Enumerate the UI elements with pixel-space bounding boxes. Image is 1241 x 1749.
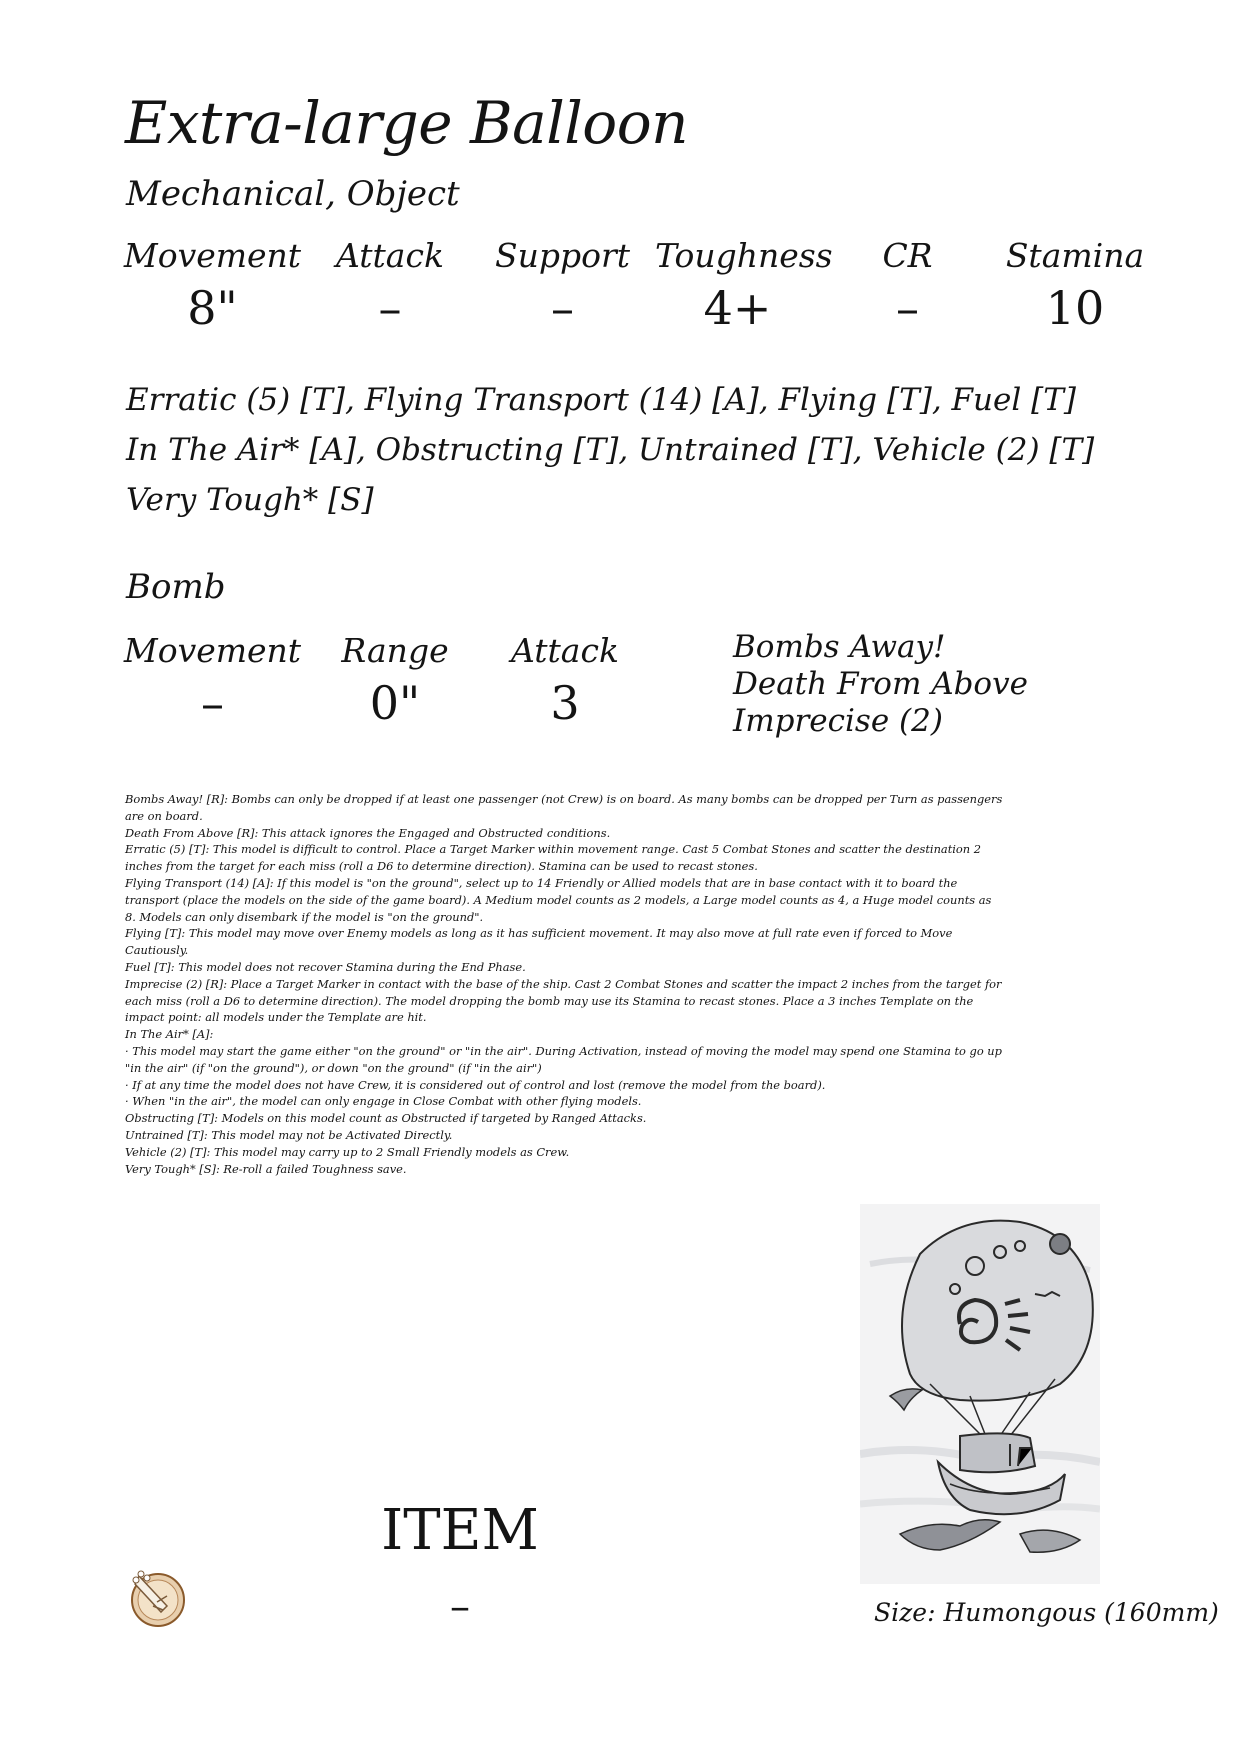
card-subtitle: Mechanical, Object: [126, 174, 460, 214]
stat-value: –: [378, 281, 402, 335]
stat-label: Movement: [123, 631, 302, 670]
rule-entry: Flying [T]: This model may move over Enemy models as long as it has sufficient movement. It may also move at full rate even if forced to Move Cautiously.: [125, 926, 953, 958]
weapon-special-rules: [733, 629, 1028, 740]
stat-movement: [115, 236, 310, 336]
weapon-stat-movement: [115, 631, 310, 731]
rules-text: [125, 791, 1005, 1177]
stat-cr: [820, 236, 995, 336]
stat-value: –: [551, 281, 574, 335]
stat-value: –: [201, 676, 224, 730]
stat-value: –: [896, 281, 919, 335]
stat-label: Stamina: [1005, 236, 1145, 275]
stat-support: [470, 236, 655, 336]
rule-entry: Obstructing [T]: Models on this model count as Obstructed if targeted by Ranged Attacks.: [125, 1111, 647, 1126]
traits-line: In The Air* [A], Obstructing [T], Untrained [T], Vehicle (2) [T]: [126, 432, 1095, 468]
stat-value: 8": [187, 281, 238, 335]
weapon-special-item: Death From Above: [733, 666, 1028, 702]
rule-entry: · When "in the air", the model can only engage in Close Combat with other flying models.: [125, 1094, 642, 1109]
stat-stamina: [995, 236, 1155, 336]
traits-list: [126, 375, 1094, 525]
item-label: ITEM: [381, 1498, 539, 1563]
rule-entry: Erratic (5) [T]: This model is difficult to control. Place a Target Marker within movement range. Cast 5 Combat Stones and scatter the destination 2 inches from the target for each miss (roll a D6 to determine direction). Stamina can be used to recast stones.: [125, 842, 981, 874]
stat-label: CR: [882, 236, 933, 275]
rule-entry: · This model may start the game either "on the ground" or "in the air". During Activation, instead of moving the model may spend one Stamina to go up "in the air" (if "on the ground"), or down "on the ground" (if "in the air"): [125, 1043, 1002, 1075]
rule-entry: In The Air* [A]:: [125, 1027, 214, 1042]
rule-entry: Vehicle (2) [T]: This model may carry up to 2 Small Friendly models as Crew.: [125, 1144, 570, 1159]
balloon-illustration: [860, 1204, 1100, 1584]
rule-entry: Bombs Away! [R]: Bombs can only be dropped if at least one passenger (not Crew) is on board. As many bombs can be dropped per Turn as passengers are on board.: [125, 792, 1003, 823]
main-stats-row: [115, 236, 1155, 336]
rule-entry: Death From Above [R]: This attack ignores the Engaged and Obstructed conditions.: [125, 825, 611, 840]
faction-logo-icon: [127, 1566, 189, 1628]
stat-label: Support: [494, 236, 630, 275]
rule-entry: Very Tough* [S]: Re-roll a failed Toughness save.: [125, 1161, 407, 1176]
size-label: Size: Humongous (160mm): [874, 1598, 1219, 1627]
item-value: –: [450, 1584, 470, 1630]
stat-label: Movement: [123, 236, 302, 275]
stat-label: Attack: [336, 236, 444, 275]
stat-value: 10: [1045, 281, 1105, 335]
card-title: Extra-large Balloon: [125, 89, 688, 157]
stat-label: Attack: [511, 631, 619, 670]
weapon-stats-row: [115, 631, 675, 731]
stat-value: 4+: [703, 281, 772, 335]
rule-entry: · If at any time the model does not have Crew, it is considered out of control and lost (remove the model from the board).: [125, 1077, 826, 1092]
stat-value: 0": [369, 676, 421, 730]
rule-entry: Flying Transport (14) [A]: If this model is "on the ground", select up to 14 Friendly or Allied models that are in base contact with it to board the transport (place the models on the side of the game board). A Medium model counts as 2 models, a Large model counts as 4, a Huge model counts as 8. Models can only disembark if the model is "on the ground".: [125, 875, 992, 924]
weapon-special-item: Bombs Away!: [733, 629, 946, 665]
stat-attack: [310, 236, 470, 336]
stat-label: Range: [341, 631, 449, 670]
rule-entry: Imprecise (2) [R]: Place a Target Marker in contact with the base of the ship. Cast 2 Combat Stones and scatter the impact 2 inches from the target for each miss (roll a D6 to determine direction). The model dropping the bomb may use its Stamina to recast stones. Place a 3 inches Template on the impact point: all models under the Template are hit.: [125, 976, 1002, 1025]
traits-line: Erratic (5) [T], Flying Transport (14) [A], Flying [T], Fuel [T]: [126, 382, 1076, 418]
traits-line: Very Tough* [S]: [126, 482, 374, 518]
rule-entry: Untrained [T]: This model may not be Activated Directly.: [125, 1127, 453, 1142]
stat-value: 3: [550, 676, 580, 730]
rule-entry: Fuel [T]: This model does not recover Stamina during the End Phase.: [125, 959, 526, 974]
stat-toughness: [655, 236, 833, 336]
stat-label: Toughness: [655, 236, 833, 275]
weapon-title: Bomb: [126, 567, 226, 607]
weapon-stat-attack: [480, 631, 650, 731]
weapon-stat-range: [310, 631, 480, 731]
weapon-special-item: Imprecise (2): [733, 703, 943, 739]
